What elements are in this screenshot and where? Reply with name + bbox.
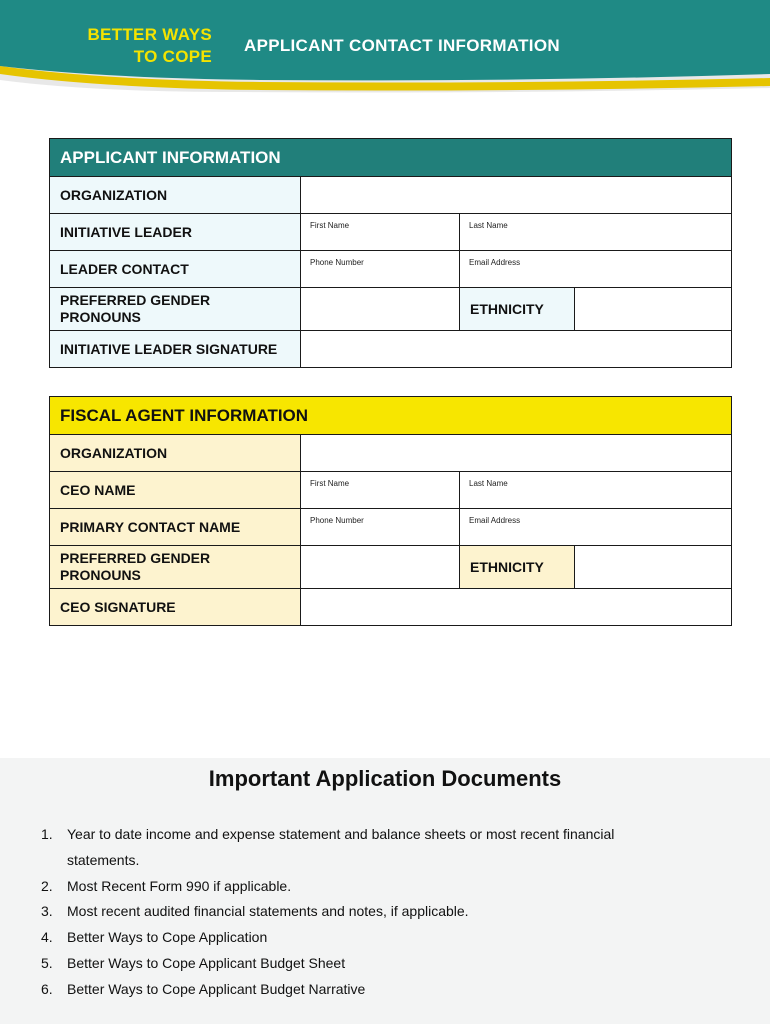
fiscal-organization-field[interactable] <box>301 435 732 472</box>
leader-signature-field[interactable] <box>301 331 732 368</box>
list-text: Most recent audited financial statements and notes, if applicable. <box>67 903 469 920</box>
primary-contact-label: PRIMARY CONTACT NAME <box>50 509 301 546</box>
phone-number-hint: Phone Number <box>310 516 364 525</box>
applicant-pronouns-label: PREFERRED GENDER PRONOUNS <box>50 288 301 331</box>
first-name-hint: First Name <box>310 221 350 230</box>
ceo-name-label: CEO NAME <box>50 472 301 509</box>
brand-logo <box>44 24 212 68</box>
phone-number-hint: Phone Number <box>310 258 364 267</box>
initiative-leader-label: INITIATIVE LEADER <box>50 214 301 251</box>
contact-email-field[interactable] <box>460 509 732 546</box>
last-name-hint: Last Name <box>469 221 508 230</box>
leader-contact-label: LEADER CONTACT <box>50 251 301 288</box>
ceo-signature-field[interactable] <box>301 589 732 626</box>
list-item <box>41 951 661 977</box>
fiscal-pronouns-field[interactable] <box>301 546 460 589</box>
list-item <box>41 874 661 900</box>
ceo-first-name-field[interactable] <box>301 472 460 509</box>
list-item <box>41 925 661 951</box>
applicant-ethnicity-field[interactable] <box>575 288 732 331</box>
brand-line-1: BETTER WAYS <box>87 25 212 44</box>
fiscal-pronouns-label: PREFERRED GENDER PRONOUNS <box>50 546 301 589</box>
ceo-last-name-field[interactable] <box>460 472 732 509</box>
leader-first-name-field[interactable] <box>301 214 460 251</box>
documents-title: Important Application Documents <box>208 766 562 791</box>
list-number: 1. <box>41 826 53 842</box>
applicant-ethnicity-label: ETHNICITY <box>460 288 575 331</box>
leader-last-name-field[interactable] <box>460 214 732 251</box>
fiscal-section-heading: FISCAL AGENT INFORMATION <box>50 397 732 435</box>
list-number: 5. <box>41 954 53 971</box>
fiscal-organization-label: ORGANIZATION <box>50 435 301 472</box>
brand-line-2: TO COPE <box>133 47 212 66</box>
last-name-hint: Last Name <box>469 479 508 488</box>
list-item <box>41 977 661 1003</box>
list-number: 2. <box>41 877 53 894</box>
list-text: Better Ways to Cope Applicant Budget Narrative <box>67 980 366 997</box>
list-number: 3. <box>41 903 53 920</box>
applicant-organization-label: ORGANIZATION <box>50 177 301 214</box>
email-address-hint: Email Address <box>469 516 521 525</box>
applicant-pronouns-field[interactable] <box>301 288 460 331</box>
list-number: 4. <box>41 929 53 946</box>
fiscal-ethnicity-field[interactable] <box>575 546 732 589</box>
documents-section <box>0 758 770 1024</box>
fiscal-agent-information-table <box>49 396 732 626</box>
list-text: Most Recent Form 990 if applicable. <box>67 877 292 894</box>
first-name-hint: First Name <box>310 479 350 488</box>
list-item <box>41 822 661 874</box>
list-text: Year to date income and expense statement and balance sheets or most recent financial statements. <box>67 826 615 868</box>
list-text: Better Ways to Cope Application <box>67 929 268 946</box>
applicant-organization-field[interactable] <box>301 177 732 214</box>
list-text: Better Ways to Cope Applicant Budget Sheet <box>67 954 346 971</box>
applicant-information-table <box>49 138 732 368</box>
fiscal-ethnicity-label: ETHNICITY <box>460 546 575 589</box>
contact-phone-field[interactable] <box>301 509 460 546</box>
email-address-hint: Email Address <box>469 258 521 267</box>
page-title: APPLICANT CONTACT INFORMATION <box>244 36 560 55</box>
list-number: 6. <box>41 980 53 997</box>
list-item <box>41 899 661 925</box>
leader-signature-label: INITIATIVE LEADER SIGNATURE <box>50 331 301 368</box>
documents-list <box>41 822 661 1003</box>
leader-email-field[interactable] <box>460 251 732 288</box>
leader-phone-field[interactable] <box>301 251 460 288</box>
applicant-section-heading: APPLICANT INFORMATION <box>50 139 732 177</box>
ceo-signature-label: CEO SIGNATURE <box>50 589 301 626</box>
